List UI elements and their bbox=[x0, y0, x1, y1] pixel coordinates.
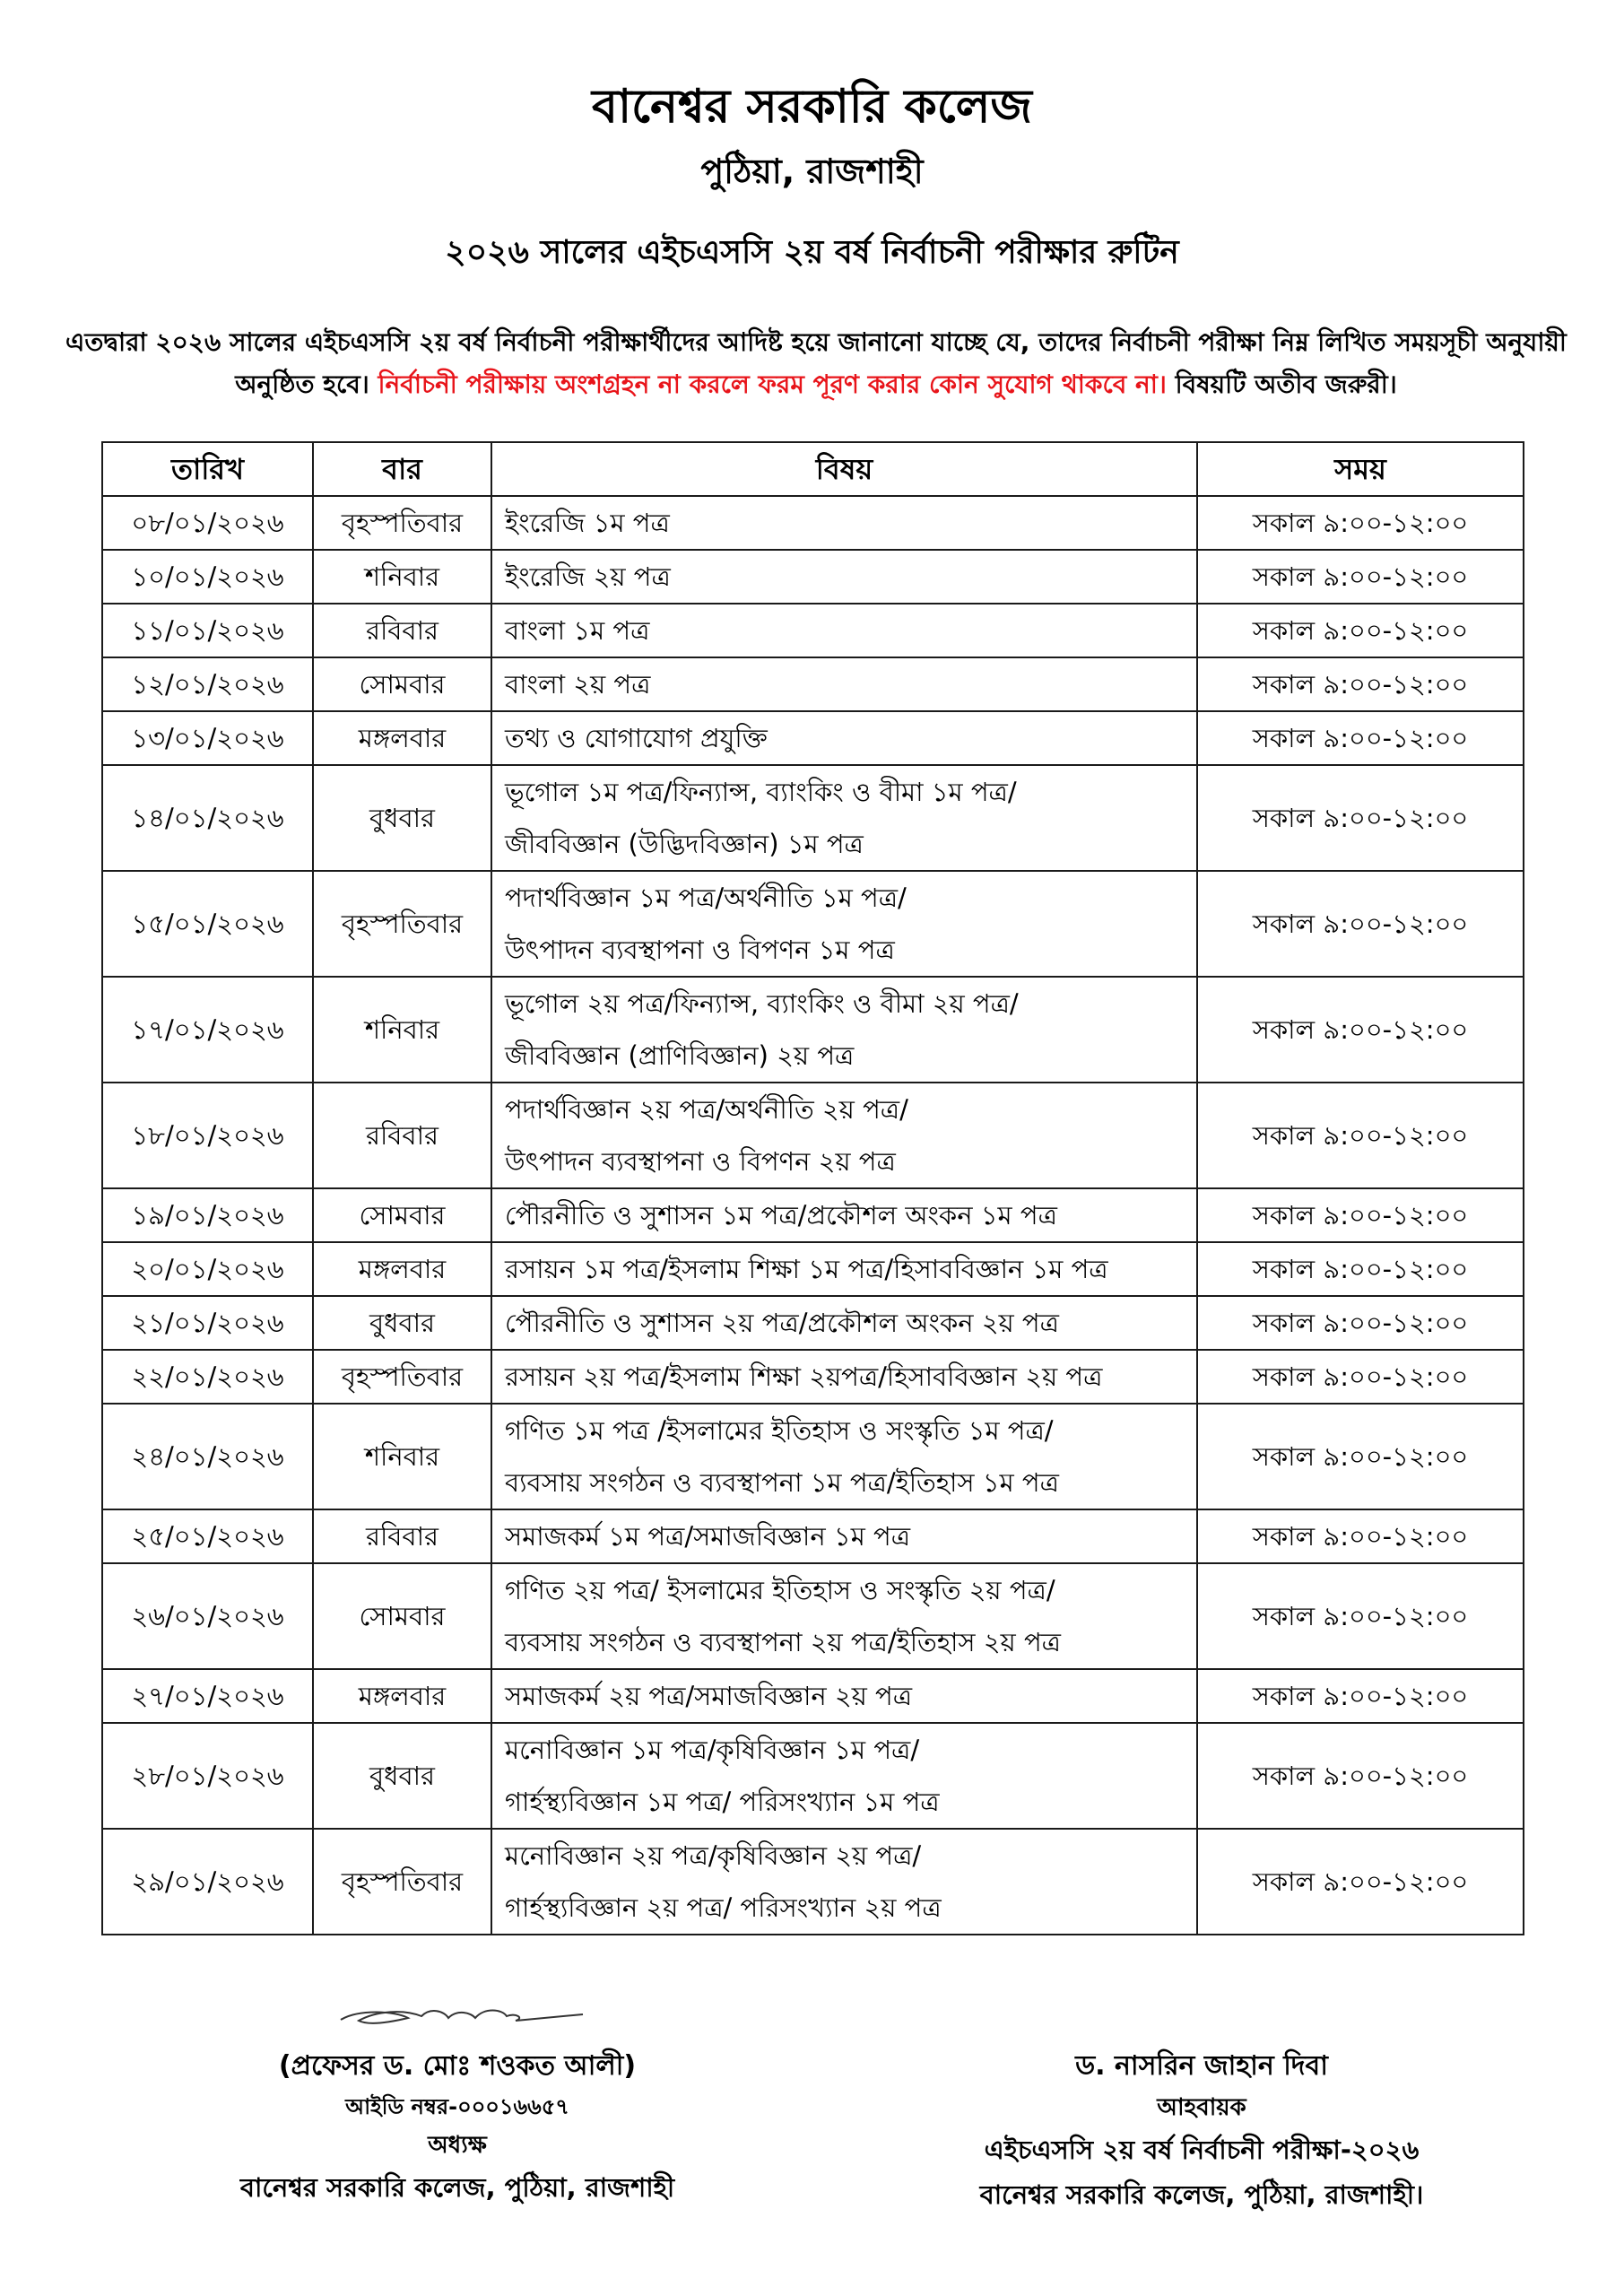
cell-subject bbox=[491, 1296, 1197, 1350]
cell-subject bbox=[491, 1509, 1197, 1563]
cell-time: সকাল ৯:০০-১২:০০ bbox=[1197, 1723, 1524, 1829]
subject-line: গার্হস্থ্যবিজ্ঞান ১ম পত্র/ পরিসংখ্যান ১ম পত্র bbox=[505, 1787, 940, 1817]
subject-line: রসায়ন ২য় পত্র/ইসলাম শিক্ষা ২য়পত্র/হিসাববিজ্ঞান ২য় পত্র bbox=[505, 1361, 1103, 1392]
table-row bbox=[102, 1188, 1524, 1242]
notice-paragraph bbox=[63, 321, 1569, 405]
cell-date: ১৩/০১/২০২৬ bbox=[102, 711, 313, 765]
convener-name: ড. নাসরিন জাহান দিবা bbox=[1075, 2050, 1328, 2082]
cell-time: সকাল ৯:০০-১২:০০ bbox=[1197, 1296, 1524, 1350]
cell-day: বৃহস্পতিবার bbox=[313, 496, 491, 550]
cell-day: মঙ্গলবার bbox=[313, 711, 491, 765]
cell-subject bbox=[491, 604, 1197, 657]
cell-subject bbox=[491, 1669, 1197, 1723]
cell-day: শনিবার bbox=[313, 977, 491, 1083]
cell-time: সকাল ৯:০০-১২:০০ bbox=[1197, 977, 1524, 1083]
cell-date: ২১/০১/২০২৬ bbox=[102, 1296, 313, 1350]
subject-line: ব্যবসায় সংগঠন ও ব্যবস্থাপনা ১ম পত্র/ইতিহাস ১ম পত্র bbox=[505, 1467, 1059, 1498]
principal-role: অধ্যক্ষ bbox=[428, 2132, 487, 2159]
cell-subject bbox=[491, 1723, 1197, 1829]
cell-time: সকাল ৯:০০-১২:০০ bbox=[1197, 657, 1524, 711]
convener-signature-block bbox=[906, 2045, 1498, 2217]
cell-day: রবিবার bbox=[313, 1509, 491, 1563]
subject-line: সমাজকর্ম ২য় পত্র/সমাজবিজ্ঞান ২য় পত্র bbox=[505, 1681, 913, 1711]
table-row bbox=[102, 496, 1524, 550]
cell-subject bbox=[491, 1083, 1197, 1188]
cell-day: শনিবার bbox=[313, 550, 491, 604]
cell-subject bbox=[491, 977, 1197, 1083]
table-row bbox=[102, 604, 1524, 657]
cell-date: ১৪/০১/২০২৬ bbox=[102, 765, 313, 871]
cell-day: বৃহস্পতিবার bbox=[313, 1829, 491, 1935]
cell-time: সকাল ৯:০০-১২:০০ bbox=[1197, 1563, 1524, 1669]
cell-date: ০৮/০১/২০২৬ bbox=[102, 496, 313, 550]
table-row bbox=[102, 1242, 1524, 1296]
cell-date: ২৪/০১/২০২৬ bbox=[102, 1404, 313, 1509]
cell-date: ২৭/০১/২০২৬ bbox=[102, 1669, 313, 1723]
cell-time: সকাল ৯:০০-১২:০০ bbox=[1197, 711, 1524, 765]
table-row bbox=[102, 1509, 1524, 1563]
cell-time: সকাল ৯:০০-১২:০০ bbox=[1197, 550, 1524, 604]
convener-org: বানেশ্বর সরকারি কলেজ, পুঠিয়া, রাজশাহী। bbox=[979, 2179, 1424, 2210]
cell-date: ২৯/০১/২০২৬ bbox=[102, 1829, 313, 1935]
subject-line: ভূগোল ২য় পত্র/ফিন্যান্স, ব্যাংকিং ও বীমা ২য় পত্র/ bbox=[505, 988, 1019, 1019]
cell-time: সকাল ৯:০০-১২:০০ bbox=[1197, 765, 1524, 871]
table-row bbox=[102, 1829, 1524, 1935]
cell-time: সকাল ৯:০০-১২:০০ bbox=[1197, 1509, 1524, 1563]
notice-text: এতদ্বারা ২০২৬ সালের এইচএসসি ২য় বর্ষ নির্বাচনী পরীক্ষার্থীদের আদিষ্ট হয়ে জানানো যাচ্ছে যে, তাদের নির্বাচনী পরীক্ষা নিম্ন লিখিত সময়সূচী অনুযায়ী অনুষ্ঠিত হবে। bbox=[65, 327, 1567, 399]
cell-subject bbox=[491, 496, 1197, 550]
notice-emphasis: বিষয়টি অতীব জরুরী। bbox=[1175, 370, 1397, 399]
cell-date: ১৫/০১/২০২৬ bbox=[102, 871, 313, 977]
table-row bbox=[102, 1563, 1524, 1669]
cell-subject bbox=[491, 1242, 1197, 1296]
table-row bbox=[102, 1350, 1524, 1404]
subject-line: জীববিজ্ঞান (প্রাণিবিজ্ঞান) ২য় পত্র bbox=[505, 1040, 855, 1071]
cell-time: সকাল ৯:০০-১২:০০ bbox=[1197, 1350, 1524, 1404]
table-row bbox=[102, 1083, 1524, 1188]
subject-line: গণিত ১ম পত্র /ইসলামের ইতিহাস ও সংস্কৃতি ১ম পত্র/ bbox=[505, 1415, 1054, 1446]
subject-line: উৎপাদন ব্যবস্থাপনা ও বিপণন ১ম পত্র bbox=[505, 935, 895, 965]
cell-day: মঙ্গলবার bbox=[313, 1242, 491, 1296]
cell-time: সকাল ৯:০০-১২:০০ bbox=[1197, 1669, 1524, 1723]
principal-id: আইডি নম্বর-০০০১৬৬৫৭ bbox=[345, 2094, 569, 2119]
principal-org: বানেশ্বর সরকারি কলেজ, পুঠিয়া, রাজশাহী bbox=[239, 2172, 675, 2203]
table-row bbox=[102, 1404, 1524, 1509]
subject-line: ইংরেজি ১ম পত্র bbox=[505, 508, 670, 538]
cell-time: সকাল ৯:০০-১২:০০ bbox=[1197, 1829, 1524, 1935]
table-row bbox=[102, 1723, 1524, 1829]
convener-role: আহবায়ক bbox=[1157, 2094, 1246, 2121]
cell-time: সকাল ৯:০০-১২:০০ bbox=[1197, 1242, 1524, 1296]
table-body bbox=[102, 496, 1524, 1935]
cell-time: সকাল ৯:০০-১২:০০ bbox=[1197, 1083, 1524, 1188]
cell-subject bbox=[491, 711, 1197, 765]
cell-subject bbox=[491, 871, 1197, 977]
college-name: বানেশ্বর সরকারি কলেজ bbox=[592, 80, 1032, 134]
subject-line: মনোবিজ্ঞান ১ম পত্র/কৃষিবিজ্ঞান ১ম পত্র/ bbox=[505, 1735, 920, 1765]
column-header-subject: বিষয় bbox=[491, 442, 1197, 496]
cell-day: সোমবার bbox=[313, 657, 491, 711]
cell-time: সকাল ৯:০০-১২:০০ bbox=[1197, 496, 1524, 550]
subject-line: মনোবিজ্ঞান ২য় পত্র/কৃষিবিজ্ঞান ২য় পত্র/ bbox=[505, 1840, 922, 1871]
table-row bbox=[102, 977, 1524, 1083]
principal-name: (প্রফেসর ড. মোঃ শওকত আলী) bbox=[278, 2050, 637, 2082]
principal-signature-block bbox=[206, 1991, 708, 2210]
subject-line: উৎপাদন ব্যবস্থাপনা ও বিপণন ২য় পত্র bbox=[505, 1146, 896, 1177]
subject-line: বাংলা ১ম পত্র bbox=[505, 615, 650, 646]
cell-day: বুধবার bbox=[313, 765, 491, 871]
subject-line: পৌরনীতি ও সুশাসন ২য় পত্র/প্রকৌশল অংকন ২য় পত্র bbox=[505, 1308, 1059, 1338]
cell-date: ২৫/০১/২০২৬ bbox=[102, 1509, 313, 1563]
subject-line: সমাজকর্ম ১ম পত্র/সমাজবিজ্ঞান ১ম পত্র bbox=[505, 1521, 911, 1552]
cell-date: ২৬/০১/২০২৬ bbox=[102, 1563, 313, 1669]
subject-line: পৌরনীতি ও সুশাসন ১ম পত্র/প্রকৌশল অংকন ১ম পত্র bbox=[505, 1200, 1057, 1231]
subject-line: ব্যবসায় সংগঠন ও ব্যবস্থাপনা ২য় পত্র/ইতিহাস ২য় পত্র bbox=[505, 1627, 1061, 1657]
table-row bbox=[102, 550, 1524, 604]
cell-subject bbox=[491, 657, 1197, 711]
cell-date: ১২/০১/২০২৬ bbox=[102, 657, 313, 711]
cell-subject bbox=[491, 1188, 1197, 1242]
exam-routine-table bbox=[101, 441, 1524, 1935]
cell-day: বুধবার bbox=[313, 1723, 491, 1829]
routine-title: ২০২৬ সালের এইচএসসি ২য় বর্ষ নির্বাচনী পরীক্ষার রুটিন bbox=[445, 234, 1179, 271]
subject-line: ভূগোল ১ম পত্র/ফিন্যান্স, ব্যাংকিং ও বীমা ১ম পত্র/ bbox=[505, 777, 1017, 807]
cell-time: সকাল ৯:০০-১২:০০ bbox=[1197, 1188, 1524, 1242]
cell-date: ১৯/০১/২০২৬ bbox=[102, 1188, 313, 1242]
cell-date: ২৮/০১/২০২৬ bbox=[102, 1723, 313, 1829]
cell-date: ১১/০১/২০২৬ bbox=[102, 604, 313, 657]
subject-line: বাংলা ২য় পত্র bbox=[505, 669, 651, 700]
cell-date: ২২/০১/২০২৬ bbox=[102, 1350, 313, 1404]
table-row bbox=[102, 657, 1524, 711]
subject-line: জীববিজ্ঞান (উদ্ভিদবিজ্ঞান) ১ম পত্র bbox=[505, 829, 864, 859]
cell-day: বৃহস্পতিবার bbox=[313, 871, 491, 977]
cell-date: ১৭/০১/২০২৬ bbox=[102, 977, 313, 1083]
cell-day: রবিবার bbox=[313, 1083, 491, 1188]
table-header-row bbox=[102, 442, 1524, 496]
table-row bbox=[102, 871, 1524, 977]
cell-subject bbox=[491, 1563, 1197, 1669]
cell-day: শনিবার bbox=[313, 1404, 491, 1509]
cell-day: বুধবার bbox=[313, 1296, 491, 1350]
column-header-date: তারিখ bbox=[102, 442, 313, 496]
cell-day: সোমবার bbox=[313, 1188, 491, 1242]
column-header-day: বার bbox=[313, 442, 491, 496]
table-row bbox=[102, 1669, 1524, 1723]
cell-date: ১০/০১/২০২৬ bbox=[102, 550, 313, 604]
subject-line: রসায়ন ১ম পত্র/ইসলাম শিক্ষা ১ম পত্র/হিসাববিজ্ঞান ১ম পত্র bbox=[505, 1254, 1108, 1284]
cell-subject bbox=[491, 1350, 1197, 1404]
subject-line: পদার্থবিজ্ঞান ১ম পত্র/অর্থনীতি ১ম পত্র/ bbox=[505, 883, 907, 913]
subject-line: তথ্য ও যোগাযোগ প্রযুক্তি bbox=[505, 723, 768, 753]
cell-day: রবিবার bbox=[313, 604, 491, 657]
cell-subject bbox=[491, 765, 1197, 871]
subject-line: গার্হস্থ্যবিজ্ঞান ২য় পত্র/ পরিসংখ্যান ২য় পত্র bbox=[505, 1892, 942, 1923]
notice-warning: নির্বাচনী পরীক্ষায় অংশগ্রহন না করলে ফরম পূরণ করার কোন সুযোগ থাকবে না। bbox=[378, 370, 1167, 399]
subject-line: ইংরেজি ২য় পত্র bbox=[505, 561, 671, 592]
cell-time: সকাল ৯:০০-১২:০০ bbox=[1197, 1404, 1524, 1509]
cell-subject bbox=[491, 1404, 1197, 1509]
cell-subject bbox=[491, 550, 1197, 604]
cell-date: ১৮/০১/২০২৬ bbox=[102, 1083, 313, 1188]
convener-committee: এইচএসসি ২য় বর্ষ নির্বাচনী পরীক্ষা-২০২৬ bbox=[984, 2135, 1420, 2165]
column-header-time: সময় bbox=[1197, 442, 1524, 496]
signature-image bbox=[323, 1991, 592, 2036]
cell-time: সকাল ৯:০০-১২:০০ bbox=[1197, 604, 1524, 657]
table-row bbox=[102, 765, 1524, 871]
cell-day: বৃহস্পতিবার bbox=[313, 1350, 491, 1404]
subject-line: পদার্থবিজ্ঞান ২য় পত্র/অর্থনীতি ২য় পত্র/ bbox=[505, 1094, 908, 1125]
cell-time: সকাল ৯:০০-১২:০০ bbox=[1197, 871, 1524, 977]
subject-line: গণিত ২য় পত্র/ ইসলামের ইতিহাস ও সংস্কৃতি ২য় পত্র/ bbox=[505, 1575, 1055, 1605]
cell-day: সোমবার bbox=[313, 1563, 491, 1669]
cell-date: ২০/০১/২০২৬ bbox=[102, 1242, 313, 1296]
college-location: পুঠিয়া, রাজশাহী bbox=[700, 152, 924, 191]
cell-subject bbox=[491, 1829, 1197, 1935]
table-row bbox=[102, 1296, 1524, 1350]
table-row bbox=[102, 711, 1524, 765]
cell-day: মঙ্গলবার bbox=[313, 1669, 491, 1723]
